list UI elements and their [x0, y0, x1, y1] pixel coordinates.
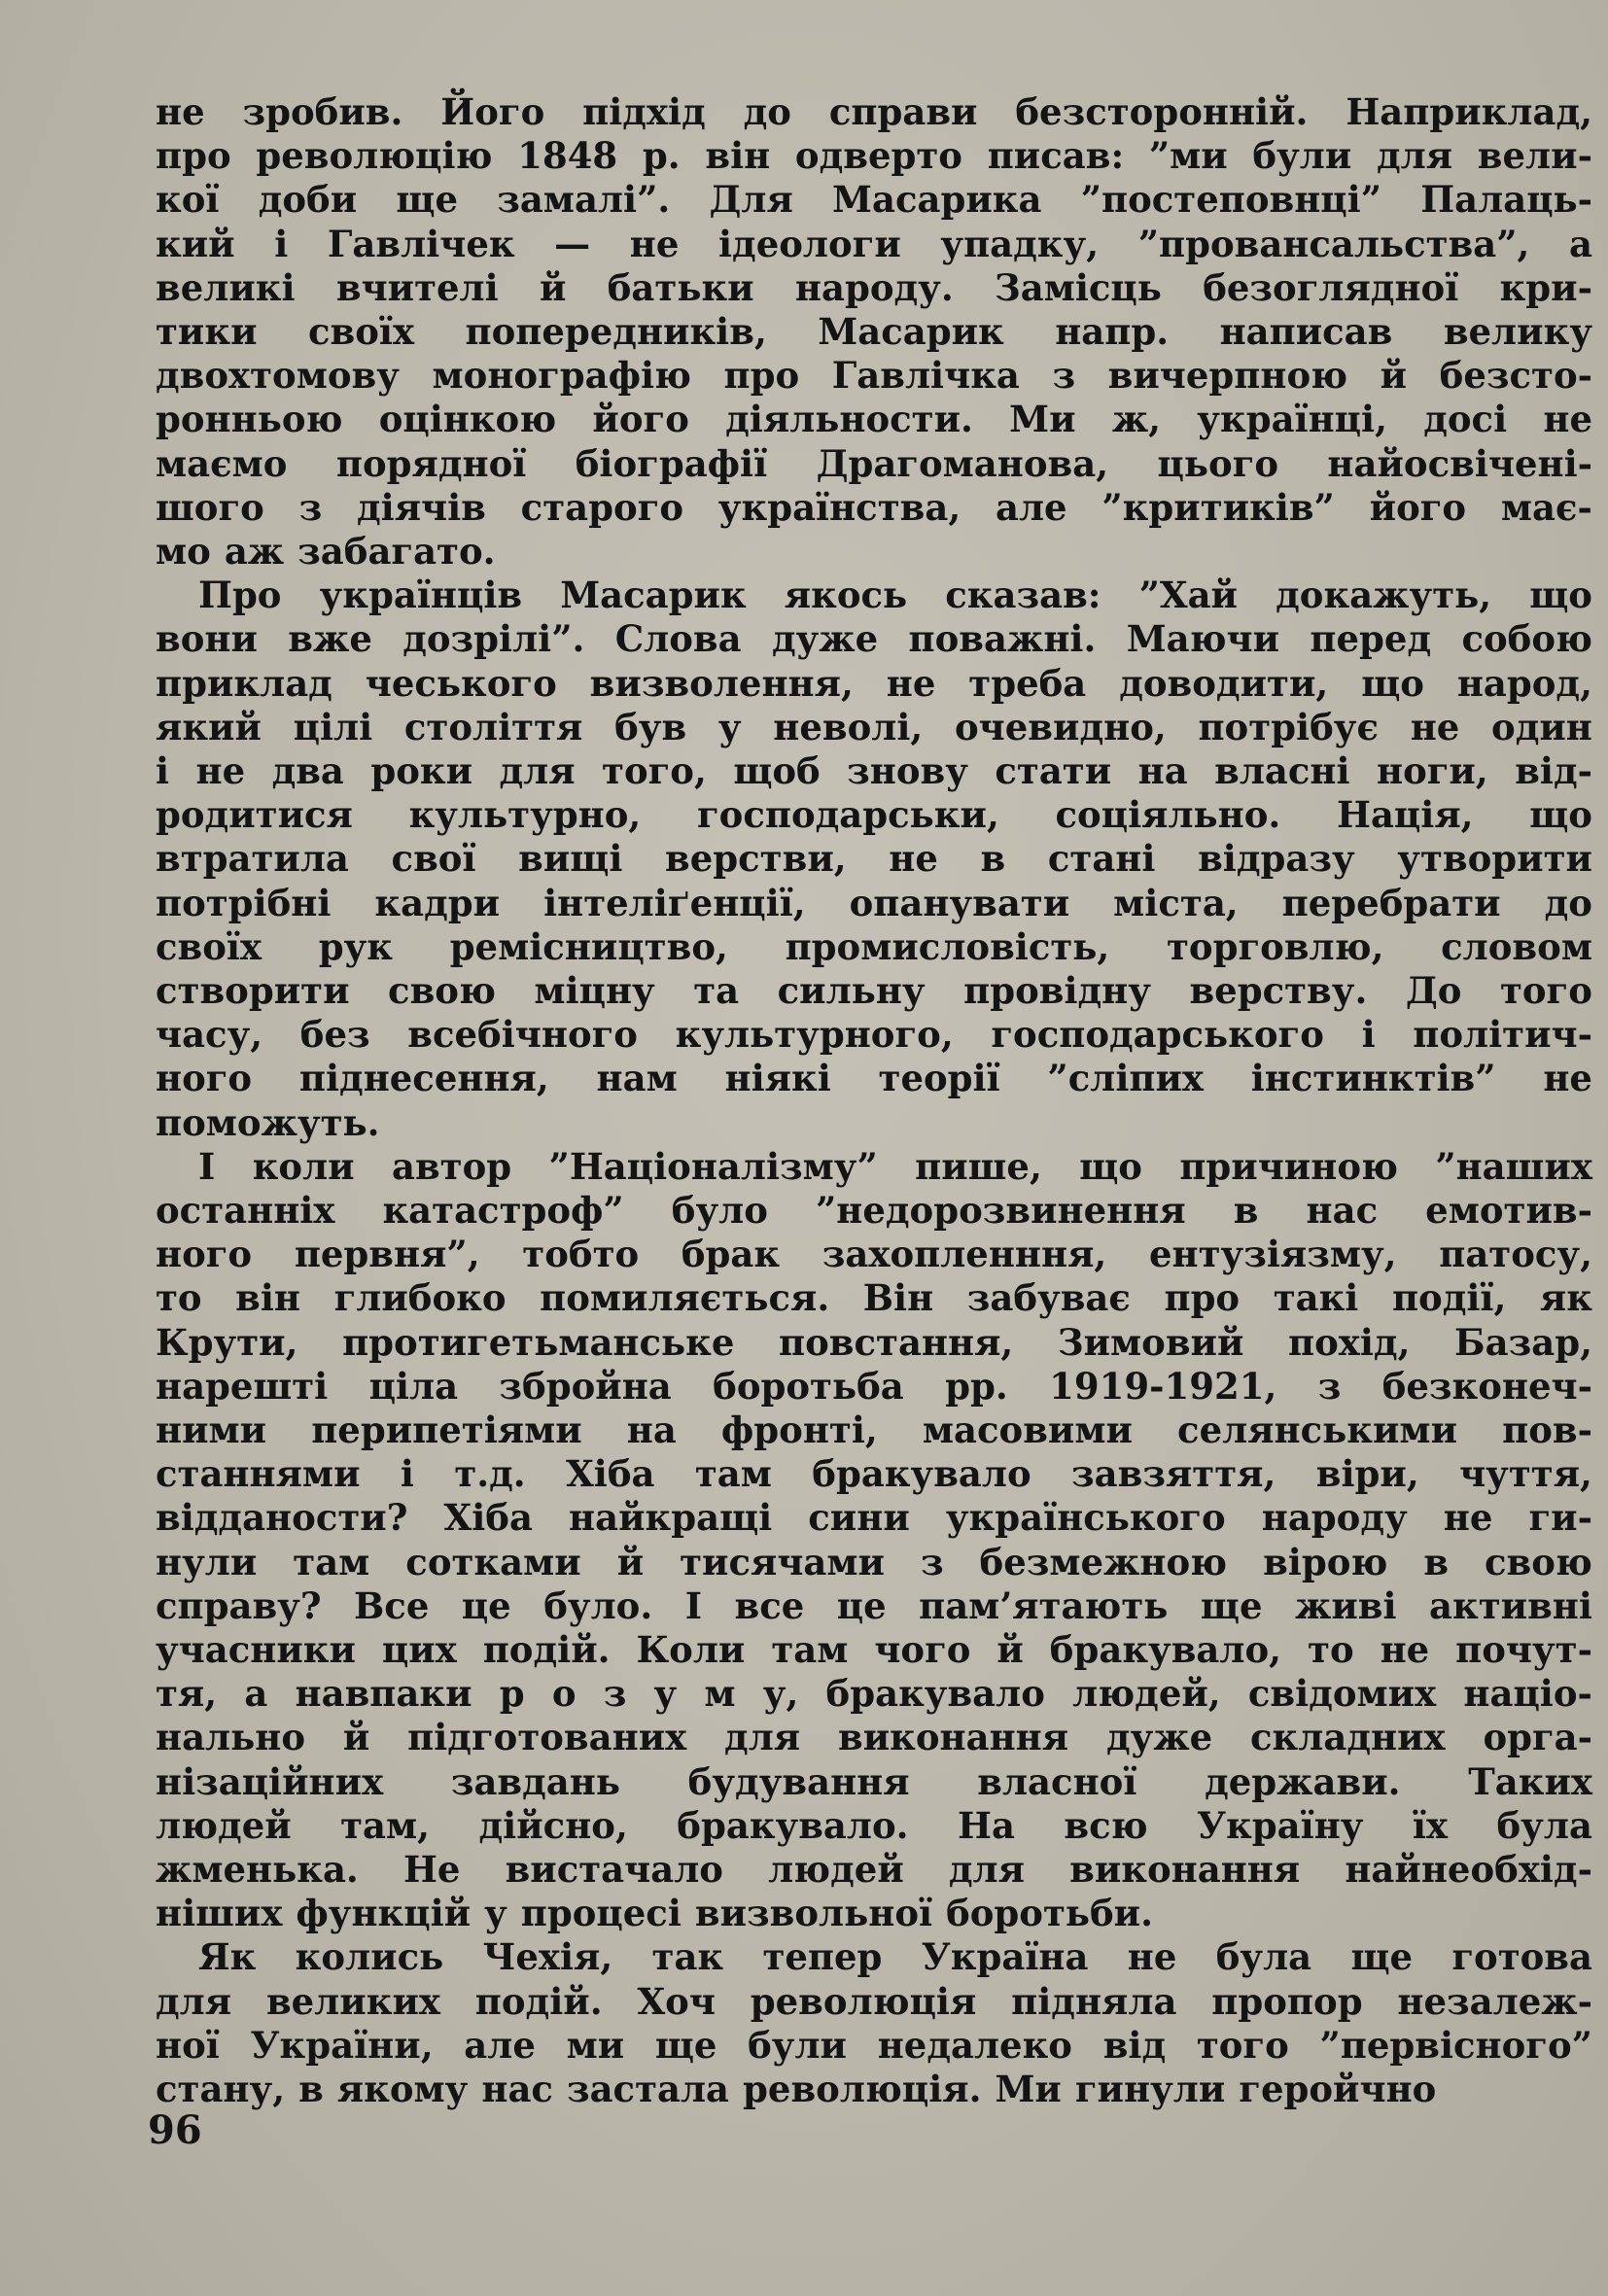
- text-line: і не два роки для того, щоб знову стати на власні ноги, від-: [156, 749, 1592, 792]
- text-line: Як колись Чехія, так тепер Україна не була ще готова: [198, 1935, 1592, 1978]
- text-line: кої доби ще замалі”. Для Масарика ”постеповнці” Палаць-: [156, 178, 1592, 221]
- page-number: 96: [148, 2107, 202, 2153]
- text-line: мо аж забагато.: [156, 530, 496, 573]
- text-line: стану, в якому нас застала революція. Ми гинули геройчно: [156, 2068, 1437, 2110]
- text-line: кий і Гавлічек — не ідеологи упадку, ”провансальства”, а: [156, 223, 1592, 265]
- text-line: тя, а навпаки р о з у м у, бракувало людей, свідомих націо-: [156, 1672, 1592, 1715]
- text-line: останніх катастроф” було ”недорозвинення в нас емотив-: [156, 1189, 1592, 1232]
- text-line: ного піднесення, нам ніякі теорії ”сліпих інстинктів” не: [156, 1057, 1592, 1099]
- text-line: ніших функцій у процесі визвольної боротьби.: [156, 1892, 1154, 1934]
- text-line: своїх рук ремісництво, промисловість, торговлю, словом: [156, 925, 1592, 968]
- text-line: відданости? Хіба найкращі сини українського народу не ги-: [156, 1496, 1592, 1539]
- text-line: потрібні кадри інтеліґенції, опанувати міста, перебрати до: [156, 882, 1592, 924]
- text-line: великі вчителі й батьки народу. Замісць безоглядної кри-: [156, 266, 1592, 309]
- text-line: нарешті ціла збройна боротьба рр. 1919-1921, з безконеч-: [156, 1365, 1592, 1408]
- text-line: приклад чеського визволення, не треба доводити, що народ,: [156, 662, 1592, 705]
- text-line: ного первня”, тобто брак захопленння, ентузіязму, патосу,: [156, 1233, 1592, 1275]
- text-line: Крути, протигетьманське повстання, Зимовий похід, Базар,: [156, 1321, 1592, 1364]
- text-line: людей там, дійсно, бракувало. На всю Україну їх була: [156, 1804, 1592, 1847]
- text-line: вони вже дозрілі”. Слова дуже поважні. Маючи перед собою: [156, 617, 1592, 660]
- text-line: учасники цих подій. Коли там чого й бракувало, то не почут-: [156, 1628, 1592, 1671]
- text-line: створити свою міцну та сильну провідну верству. До того: [156, 969, 1592, 1012]
- text-line: для великих подій. Хоч революція підняла пропор незалеж-: [156, 1980, 1592, 2023]
- text-line: нули там сотками й тисячами з безмежною вірою в свою: [156, 1541, 1592, 1583]
- text-line: родитися культурно, господарськи, соціяльно. Нація, що: [156, 793, 1592, 836]
- text-line: шого з діячів старого українства, але ”критиків” його має-: [156, 486, 1592, 529]
- text-line: ними перипетіями на фронті, масовими селянськими пов-: [156, 1409, 1592, 1451]
- text-line: маємо порядної біографії Драгоманова, цього найосвічені-: [156, 442, 1592, 485]
- text-line: ної України, але ми ще були недалеко від того ”первісного”: [156, 2024, 1592, 2067]
- text-line: часу, без всебічного культурного, господарського і політич-: [156, 1013, 1592, 1056]
- text-line: поможуть.: [156, 1101, 380, 1144]
- text-line: жменька. Не вистачало людей для виконання найнеобхід-: [156, 1848, 1592, 1891]
- text-line: який цілі століття був у неволі, очевидно, потрібує не один: [156, 706, 1592, 748]
- text-line: нально й підготованих для виконання дуже складних орга-: [156, 1716, 1592, 1758]
- text-line: Про українців Масарик якось сказав: ”Хай докажуть, що: [198, 574, 1592, 616]
- text-line: тики своїх попередників, Масарик напр. написав велику: [156, 310, 1592, 353]
- text-line: нізаційних завдань будування власної держави. Таких: [156, 1760, 1592, 1803]
- text-line: ронньою оцінкою його діяльности. Ми ж, українці, досі не: [156, 398, 1592, 440]
- text-line: про революцію 1848 р. він одверто писав: ”ми були для вели-: [156, 134, 1592, 177]
- text-line: то він глибоко помиляється. Він забуває про такі події, як: [156, 1276, 1592, 1319]
- text-line: втратила свої вищі верстви, не в стані відразу утворити: [156, 837, 1592, 880]
- text-line: станнями і т.д. Хіба там бракувало завзяття, віри, чуття,: [156, 1452, 1592, 1495]
- text-line: І коли автор ”Націоналізму” пише, що причиною ”наших: [198, 1145, 1592, 1188]
- text-line: не зробив. Його підхід до справи безсторонній. Наприклад,: [156, 90, 1592, 133]
- text-line: двохтомову монографію про Гавлічка з вичерпною й безсто-: [156, 354, 1592, 397]
- text-line: справу? Все це було. І все це пам’ятають ще живі активні: [156, 1584, 1592, 1627]
